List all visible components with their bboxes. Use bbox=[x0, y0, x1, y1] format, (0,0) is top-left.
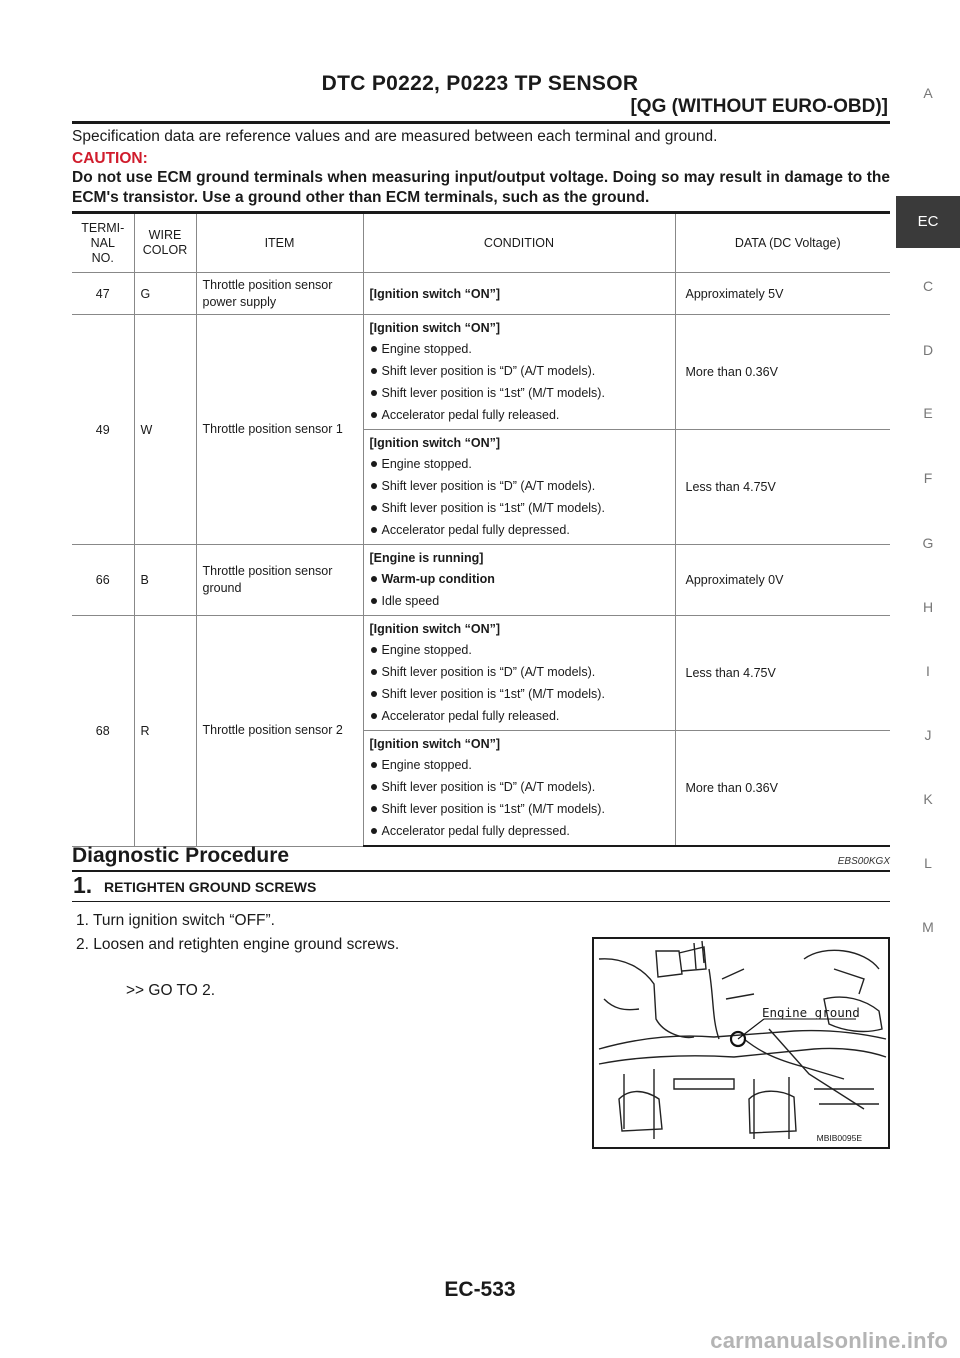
terminal-cell: 47 bbox=[72, 273, 134, 315]
condition-bullet: Accelerator pedal fully released. bbox=[370, 705, 669, 727]
condition-cell bbox=[363, 545, 675, 616]
condition-bullet: Shift lever position is “D” (A/T models). bbox=[370, 360, 669, 382]
section-tab-a[interactable]: A bbox=[923, 85, 933, 101]
condition-bullet: Engine stopped. bbox=[370, 754, 669, 776]
section-tab-j[interactable]: J bbox=[924, 727, 932, 743]
condition-cell bbox=[363, 430, 675, 545]
condition-cell bbox=[363, 616, 675, 731]
condition-heading: [Ignition switch “ON”] bbox=[369, 286, 501, 301]
condition-heading: [Ignition switch “ON”] bbox=[369, 436, 501, 450]
section-tab-m[interactable]: M bbox=[922, 919, 934, 935]
wire-color-cell: G bbox=[134, 273, 196, 315]
condition-bullet: Accelerator pedal fully depressed. bbox=[370, 820, 669, 842]
site-watermark: carmanualsonline.info bbox=[710, 1328, 948, 1353]
section-tab-g[interactable]: G bbox=[922, 535, 934, 551]
table-header-row bbox=[72, 213, 890, 273]
table-row bbox=[72, 616, 890, 731]
condition-bullet: Shift lever position is “D” (A/T models). bbox=[370, 661, 669, 683]
step-divider bbox=[72, 901, 890, 902]
page-number: EC-533 bbox=[444, 1278, 516, 1301]
section-tab-l[interactable]: L bbox=[924, 855, 932, 871]
condition-bullet: Idle speed bbox=[370, 590, 669, 612]
condition-cell bbox=[363, 273, 675, 315]
header-divider bbox=[72, 121, 890, 124]
condition-cell bbox=[363, 731, 675, 847]
condition-bullet: Accelerator pedal fully depressed. bbox=[370, 519, 669, 541]
section-tab-ec[interactable]: EC bbox=[896, 196, 960, 248]
reference-code: EBS00KGX bbox=[837, 856, 890, 867]
instruction-line: 1. Turn ignition switch “OFF”. bbox=[76, 912, 275, 929]
header-data: DATA (DC Voltage) bbox=[675, 213, 890, 273]
condition-heading: [Ignition switch “ON”] bbox=[369, 321, 501, 335]
condition-bullet: Accelerator pedal fully released. bbox=[370, 404, 669, 426]
step-number: 1. bbox=[73, 872, 93, 898]
header-wire-color: WIRE COLOR bbox=[134, 213, 196, 273]
condition-bullet: Shift lever position is “D” (A/T models). bbox=[370, 776, 669, 798]
table-row bbox=[72, 315, 890, 430]
spec-note: Specification data are reference values and are measured between each terminal and ground. bbox=[72, 128, 718, 145]
data-cell: Less than 4.75V bbox=[675, 430, 890, 545]
condition-bullet: Warm-up condition bbox=[370, 568, 669, 590]
data-cell: Approximately 0V bbox=[675, 545, 890, 616]
wire-color-cell: B bbox=[134, 545, 196, 616]
section-divider bbox=[72, 870, 890, 872]
condition-bullet: Shift lever position is “1st” (M/T models). bbox=[370, 798, 669, 820]
section-tab-i[interactable]: I bbox=[926, 663, 930, 679]
wire-color-cell: R bbox=[134, 616, 196, 847]
wire-color-cell: W bbox=[134, 315, 196, 545]
step-title: RETIGHTEN GROUND SCREWS bbox=[104, 879, 317, 895]
data-cell: Approximately 5V bbox=[675, 273, 890, 315]
condition-heading: [Engine is running] bbox=[369, 551, 484, 565]
section-tab-e[interactable]: E bbox=[923, 405, 933, 421]
engine-ground-callout: Engine ground bbox=[762, 1005, 860, 1020]
callout-leader bbox=[738, 1019, 764, 1039]
item-cell: Throttle position sensor 2 bbox=[196, 616, 363, 847]
header-condition: CONDITION bbox=[363, 213, 675, 273]
item-cell: Throttle position sensor ground bbox=[196, 545, 363, 616]
condition-heading: [Ignition switch “ON”] bbox=[369, 622, 501, 636]
section-tab-h[interactable]: H bbox=[922, 599, 934, 615]
engine-ground-illustration bbox=[592, 937, 890, 1149]
table-row bbox=[72, 545, 890, 616]
page-title: DTC P0222, P0223 TP SENSOR bbox=[321, 72, 639, 95]
item-cell: Throttle position sensor 1 bbox=[196, 315, 363, 545]
condition-cell bbox=[363, 315, 675, 430]
section-tab-c[interactable]: C bbox=[922, 278, 934, 294]
section-heading: Diagnostic Procedure bbox=[72, 844, 290, 867]
terminal-spec-table bbox=[72, 211, 890, 847]
caution-label: CAUTION: bbox=[72, 150, 148, 167]
condition-bullet: Shift lever position is “1st” (M/T models). bbox=[370, 683, 669, 705]
data-cell: Less than 4.75V bbox=[675, 616, 890, 731]
condition-bullet: Shift lever position is “1st” (M/T models). bbox=[370, 382, 669, 404]
item-cell: Throttle position sensor power supply bbox=[196, 273, 363, 315]
goto-link[interactable]: >> GO TO 2. bbox=[126, 982, 216, 999]
caution-text: Do not use ECM ground terminals when measuring input/output voltage. Doing so may result in damage to the ECM's transistor. Use a ground other than ECM terminals, such as the ground. bbox=[72, 169, 890, 206]
instruction-line: 2. Loosen and retighten engine ground screws. bbox=[76, 936, 400, 953]
terminal-cell: 49 bbox=[72, 315, 134, 545]
condition-bullet: Shift lever position is “1st” (M/T models). bbox=[370, 497, 669, 519]
table-row bbox=[72, 273, 890, 315]
terminal-cell: 66 bbox=[72, 545, 134, 616]
section-tab-d[interactable]: D bbox=[922, 342, 934, 358]
section-tab-f[interactable]: F bbox=[923, 470, 933, 486]
engine-bay-drawing bbox=[594, 939, 888, 1147]
page-subtitle: [QG (WITHOUT EURO-OBD)] bbox=[630, 96, 888, 117]
condition-bullet: Engine stopped. bbox=[370, 639, 669, 661]
figure-id: MBIB0095E bbox=[816, 1133, 862, 1143]
condition-bullet: Engine stopped. bbox=[370, 338, 669, 360]
condition-bullet: Shift lever position is “D” (A/T models). bbox=[370, 475, 669, 497]
condition-heading: [Ignition switch “ON”] bbox=[369, 737, 501, 751]
data-cell: More than 0.36V bbox=[675, 731, 890, 847]
section-tab-k[interactable]: K bbox=[923, 791, 933, 807]
header-item: ITEM bbox=[196, 213, 363, 273]
terminal-cell: 68 bbox=[72, 616, 134, 847]
header-terminal: TERMI- NAL NO. bbox=[72, 213, 134, 273]
data-cell: More than 0.36V bbox=[675, 315, 890, 430]
condition-bullet: Engine stopped. bbox=[370, 453, 669, 475]
